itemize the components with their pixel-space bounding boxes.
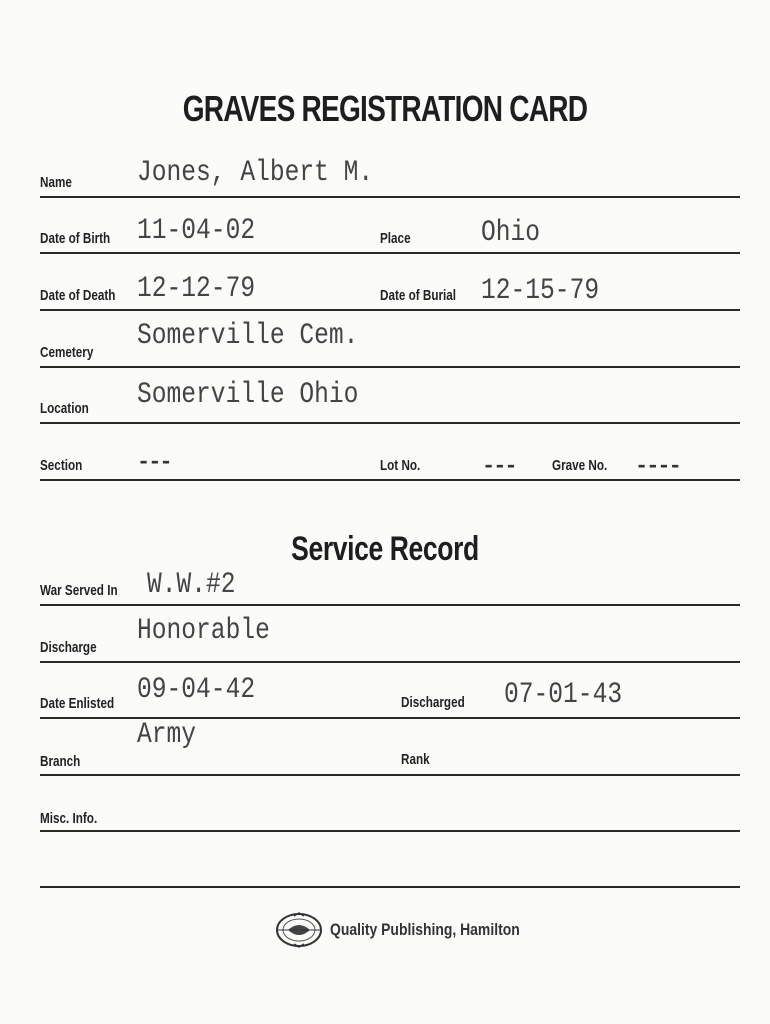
war-served-in-value: W.W.#2 — [147, 568, 236, 602]
location-value: Somerville Ohio — [137, 378, 359, 412]
lot-no-value: --- — [482, 454, 516, 479]
date-of-burial-value: 12-15-79 — [481, 274, 600, 308]
death-rule — [40, 309, 740, 311]
branch-rule — [40, 774, 740, 776]
lot-no-label: Lot No. — [380, 457, 421, 474]
service-record-heading: Service Record — [291, 530, 479, 568]
card-title: GRAVES REGISTRATION CARD — [182, 88, 588, 129]
cemetery-label: Cemetery — [40, 344, 94, 361]
birth-rule — [40, 252, 740, 254]
misc-info-label: Misc. Info. — [40, 810, 98, 827]
date-of-birth-label: Date of Birth — [40, 230, 111, 247]
section-rule — [40, 479, 740, 481]
place-label: Place — [380, 230, 411, 247]
branch-value: Army — [137, 718, 197, 752]
misc-rule — [40, 830, 740, 832]
discharge-value: Honorable — [137, 614, 270, 648]
place-value: Ohio — [481, 216, 541, 250]
branch-label: Branch — [40, 753, 81, 770]
name-rule — [40, 196, 740, 198]
date-of-death-label: Date of Death — [40, 287, 116, 304]
publisher-seal-icon — [274, 912, 324, 948]
name-value: Jones, Albert M. — [137, 156, 374, 190]
location-rule — [40, 422, 740, 424]
publisher-name: Quality Publishing, Hamilton — [330, 920, 520, 939]
war-rule — [40, 604, 740, 606]
date-of-birth-value: 11-04-02 — [137, 214, 256, 248]
grave-no-value: ---- — [635, 454, 680, 479]
date-enlisted-label: Date Enlisted — [40, 695, 115, 712]
publisher-footer — [274, 912, 561, 948]
date-of-burial-label: Date of Burial — [380, 287, 457, 304]
discharge-rule — [40, 661, 740, 663]
name-label: Name — [40, 174, 72, 191]
discharge-label: Discharge — [40, 639, 97, 656]
date-enlisted-value: 09-04-42 — [137, 673, 256, 707]
cemetery-value: Somerville Cem. — [137, 319, 359, 353]
date-of-death-value: 12-12-79 — [137, 272, 256, 306]
blank-rule — [40, 886, 740, 888]
rank-label: Rank — [401, 751, 430, 768]
grave-no-label: Grave No. — [552, 457, 608, 474]
discharged-value: 07-01-43 — [504, 678, 623, 712]
section-value: --- — [137, 450, 171, 475]
cemetery-rule — [40, 366, 740, 368]
war-served-in-label: War Served In — [40, 582, 118, 599]
section-label: Section — [40, 457, 83, 474]
location-label: Location — [40, 400, 89, 417]
discharged-label: Discharged — [401, 694, 465, 711]
